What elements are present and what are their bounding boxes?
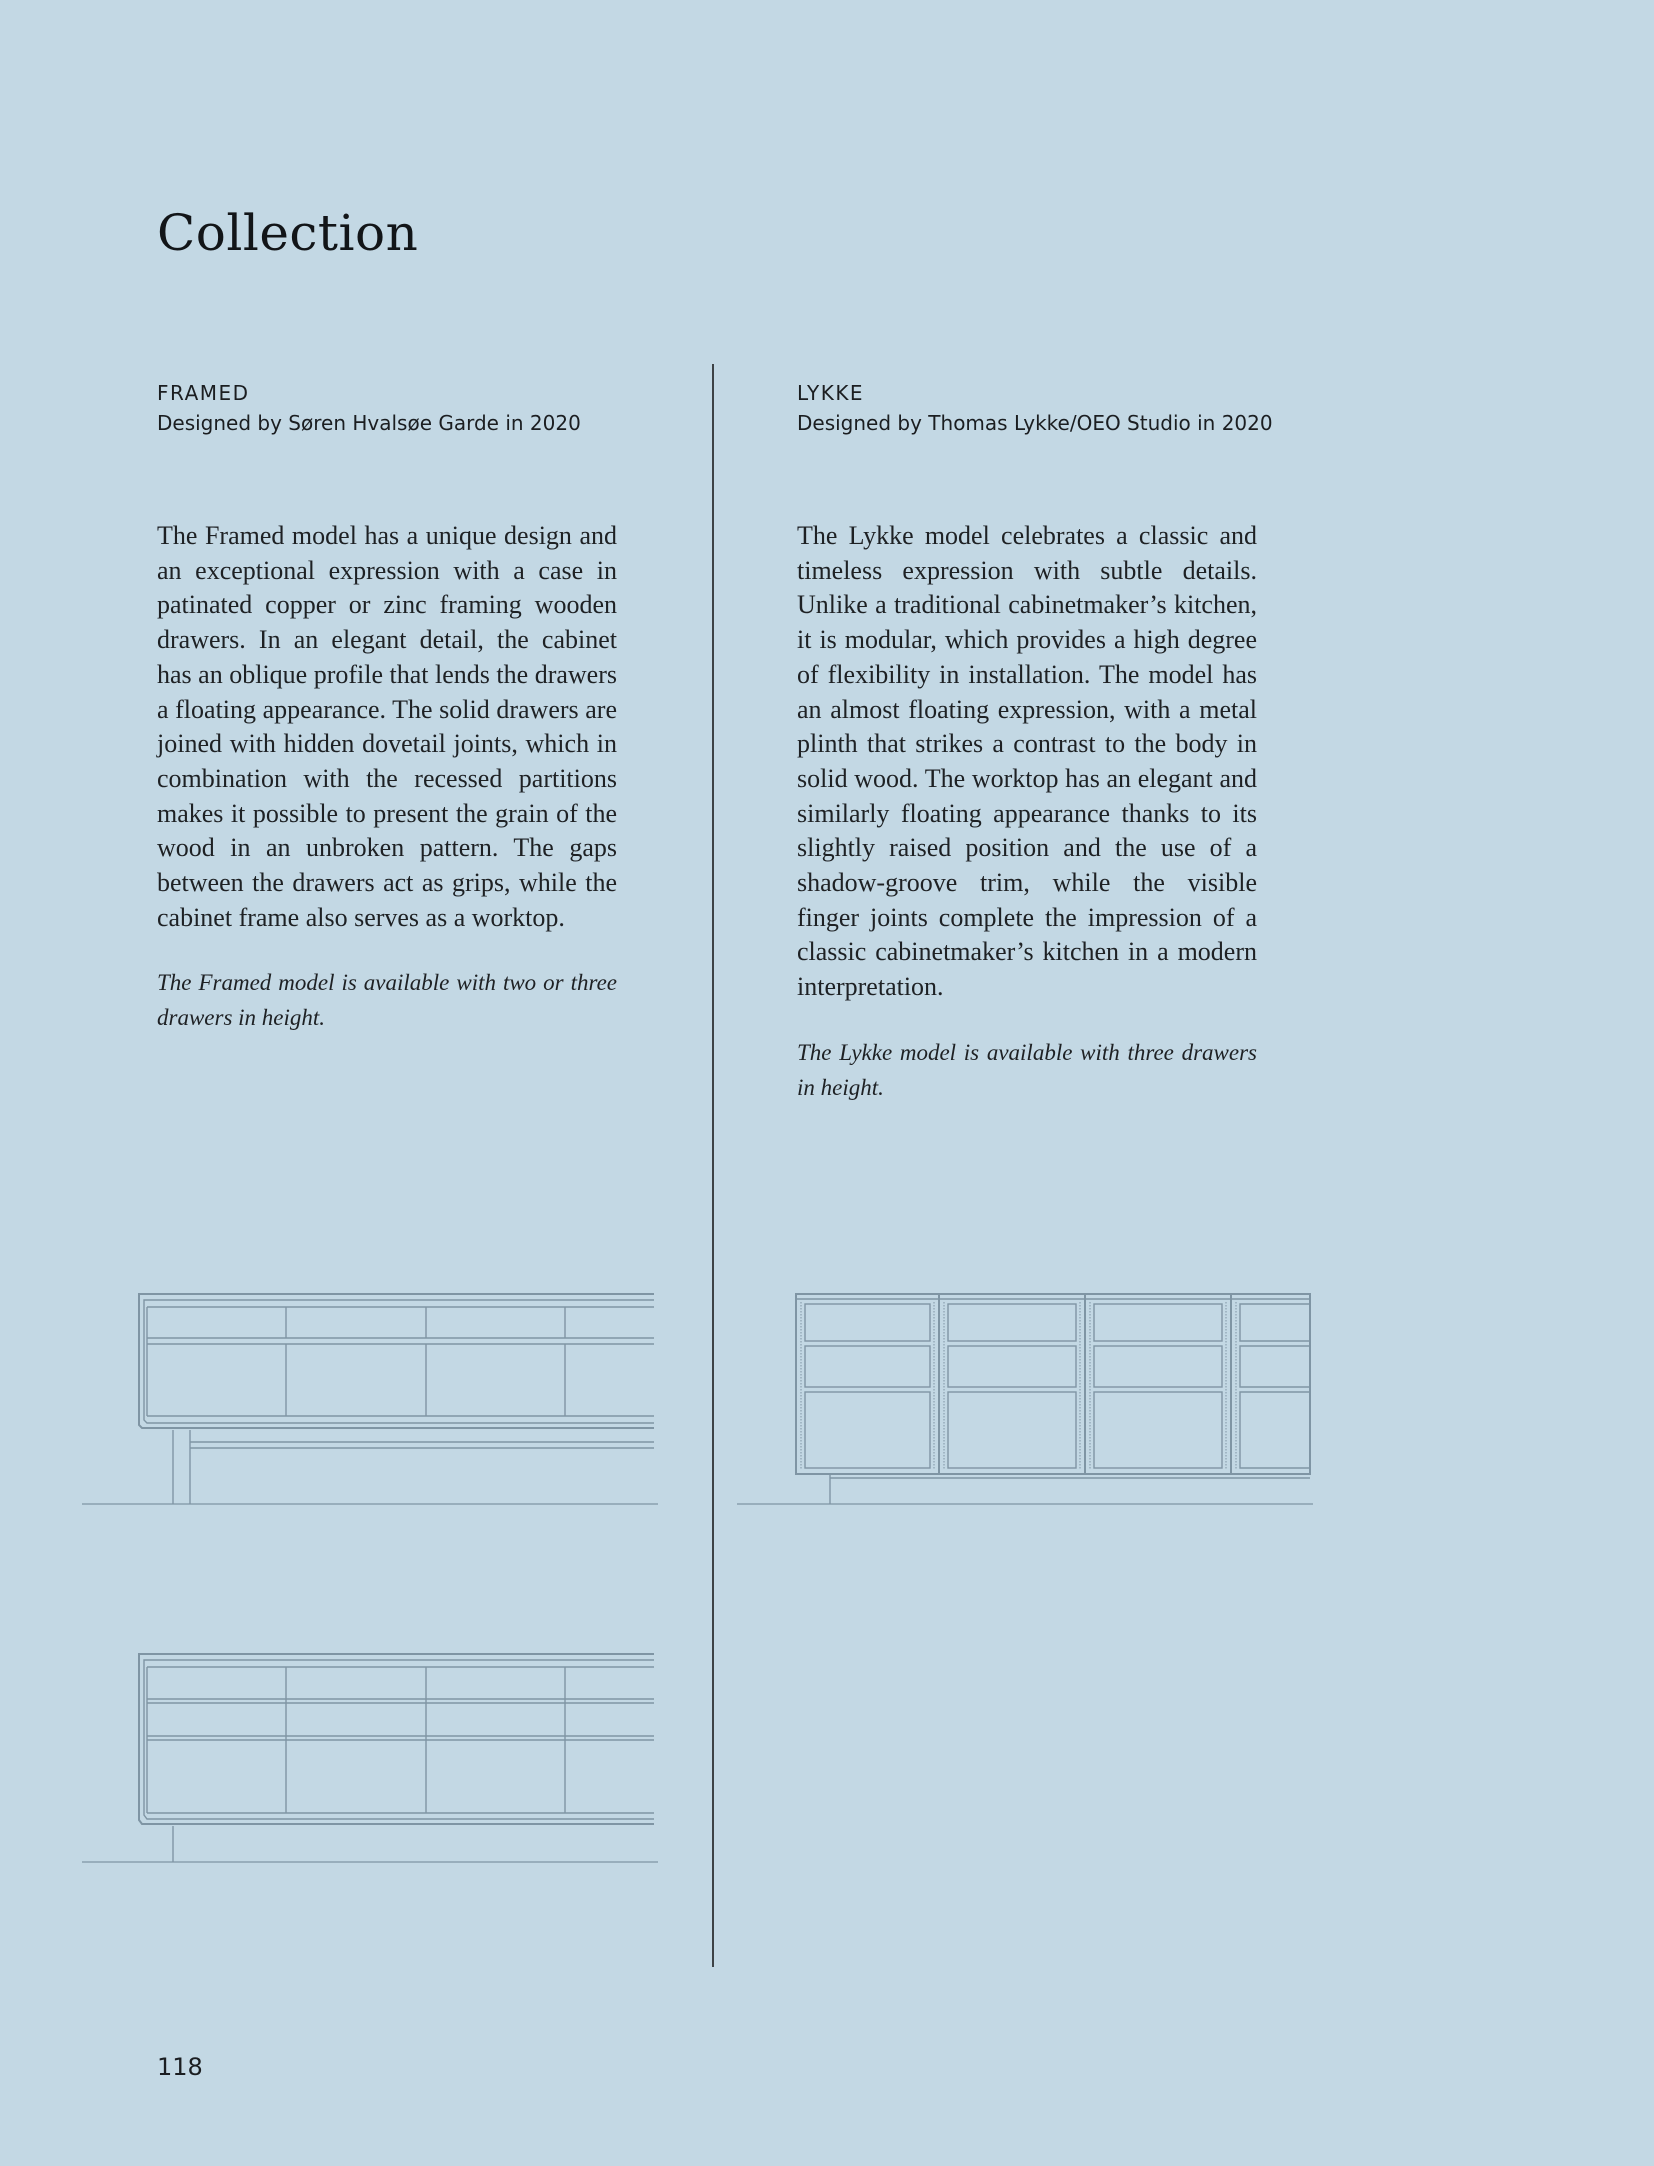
page-number: 118 bbox=[157, 2053, 203, 2081]
framed-designer: Designed by Søren Hvalsøe Garde in 2020 bbox=[157, 411, 581, 435]
framed-three-drawer-drawing bbox=[80, 1650, 660, 1866]
framed-description: The Framed model has a unique design and an exceptional expression with a case in patinated copper or zinc framing wooden drawers. In an elegant detail, the cabinet has an oblique profile that lends the drawers a floating appearance. The solid drawers are joined with hidden dovetail joints, which in combination with the recessed partitions makes it possible to present the grain of the wood in an unbroken pattern. The gaps between the drawers act as grips, while the cabinet frame also serves as a worktop. bbox=[157, 521, 617, 932]
column-divider bbox=[712, 364, 714, 1967]
lykke-description: The Lykke model celebrates a classic and timeless expression with subtle details. Unlike a traditional cabinetmaker’s kitchen, it is modular, which provides a high degree of flexibility in installation. The model has an almost floating expression, with a metal plinth that strikes a contrast to the body in solid wood. The worktop has an elegant and similarly floating appearance thanks to its slightly raised position and the use of a shadow-groove trim, while the visible finger joints complete the impression of a classic cabinetmaker’s kitchen in a modern interpretation. bbox=[797, 521, 1257, 1002]
framed-two-drawer-drawing bbox=[80, 1290, 660, 1506]
lykke-section bbox=[797, 380, 1273, 1105]
framed-availability: The Framed model is available with two or three drawers in height. bbox=[157, 970, 617, 1031]
page-title: Collection bbox=[157, 204, 419, 262]
lykke-designer: Designed by Thomas Lykke/OEO Studio in 2020 bbox=[797, 411, 1273, 435]
lykke-availability: The Lykke model is available with three drawers in height. bbox=[797, 1039, 1257, 1100]
lykke-drawing bbox=[735, 1290, 1315, 1506]
framed-model-name: FRAMED bbox=[157, 381, 250, 405]
framed-section bbox=[157, 380, 617, 1036]
lykke-model-name: LYKKE bbox=[797, 381, 865, 405]
